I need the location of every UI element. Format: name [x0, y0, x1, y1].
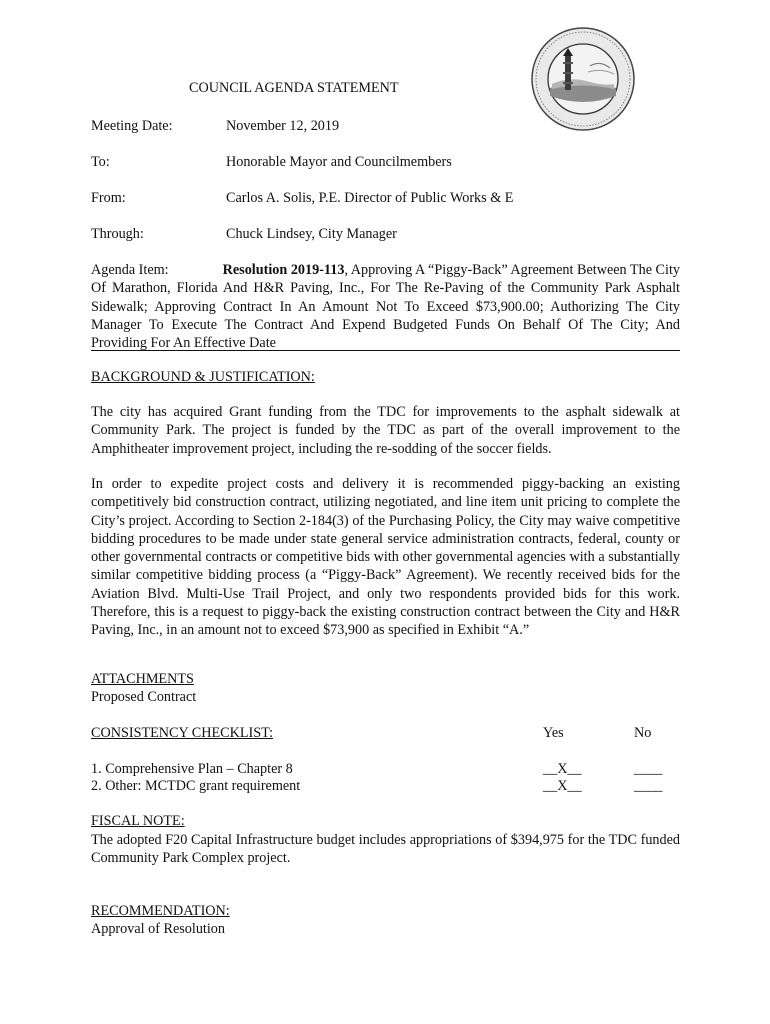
to-value: Honorable Mayor and Councilmembers [226, 154, 452, 170]
fiscal-note-heading: FISCAL NOTE: [91, 813, 185, 829]
city-seal-icon [530, 26, 636, 132]
attachment-item: Proposed Contract [91, 689, 197, 705]
meeting-date-value: November 12, 2019 [226, 118, 340, 134]
checklist-item-1-yes: __X__ [543, 761, 582, 777]
from-label: From: [91, 190, 126, 206]
checklist-item-1-no: ____ [634, 761, 663, 777]
checklist-item-2-yes: __X__ [543, 778, 582, 794]
fiscal-note-text: The adopted F20 Capital Infrastructure budget includes appropriations of $394,975 for the TDC funded Community Park Complex project. [91, 832, 680, 867]
agenda-item-text: , Approving A “Piggy-Back” Agreement Between The City Of Marathon, Florida And H&R Paving, Inc., For The Re-Paving of the Community Park Asphalt Sidewalk; Approving Contract In An Amount Not To Exceed $73,900.00; Authorizing The City Manager To Execute The Contract And Expend Budgeted Funds On Behalf Of The City; And Providing For An Effective Date [91, 262, 680, 352]
checklist-yes-header: Yes [543, 725, 564, 741]
background-paragraph-1: The city has acquired Grant funding from the TDC for improvements to the asphalt sidewalk at Community Park. The project is funded by the TDC as part of the overall improvement to the Amphitheater improvement project, including the re-sodding of the soccer fields. [91, 404, 680, 457]
attachments-heading: ATTACHMENTS [91, 671, 194, 687]
resolution-number: Resolution 2019-113 [222, 262, 345, 278]
agenda-item-label: Agenda Item: [91, 262, 169, 278]
checklist-item-2-no: ____ [634, 778, 663, 794]
background-heading: BACKGROUND & JUSTIFICATION: [91, 369, 315, 385]
checklist-no-header: No [634, 725, 652, 741]
checklist-heading: CONSISTENCY CHECKLIST: [91, 725, 274, 741]
document-title: COUNCIL AGENDA STATEMENT [189, 80, 399, 96]
agenda-item-paragraph [91, 261, 680, 352]
agenda-item-divider [91, 350, 680, 351]
through-value: Chuck Lindsey, City Manager [226, 226, 397, 242]
to-label: To: [91, 154, 110, 170]
meeting-date-label: Meeting Date: [91, 118, 173, 134]
from-value: Carlos A. Solis, P.E. Director of Public Works & E [226, 190, 514, 206]
background-paragraph-2: In order to expedite project costs and delivery it is recommended piggy-backing an existing competitively bid construction contract, utilizing negotiated, and line item unit pricing to complete the City’s project. According to Section 2-184(3) of the Purchasing Policy, the City may waive competitive bidding procedures to be made under state general service administration contracts, federal, county or other governmental contracts or competitive bids with other governmental agencies with a substantially similar competitive bidding process (a “Piggy-Back” Agreement). We recently received bids for the Aviation Blvd. Multi-Use Trail Project, and only two respondents provided bids for this work. Therefore, this is a request to piggy-back the existing construction contract between the City and H&R Paving, Inc., in an amount not to exceed $73,900 as specified in Exhibit “A.” [91, 476, 680, 639]
checklist-item-2: 2. Other: MCTDC grant requirement [91, 778, 301, 794]
through-label: Through: [91, 226, 144, 242]
recommendation-text: Approval of Resolution [91, 921, 225, 937]
recommendation-heading: RECOMMENDATION: [91, 903, 230, 919]
checklist-item-1: 1. Comprehensive Plan – Chapter 8 [91, 761, 293, 777]
